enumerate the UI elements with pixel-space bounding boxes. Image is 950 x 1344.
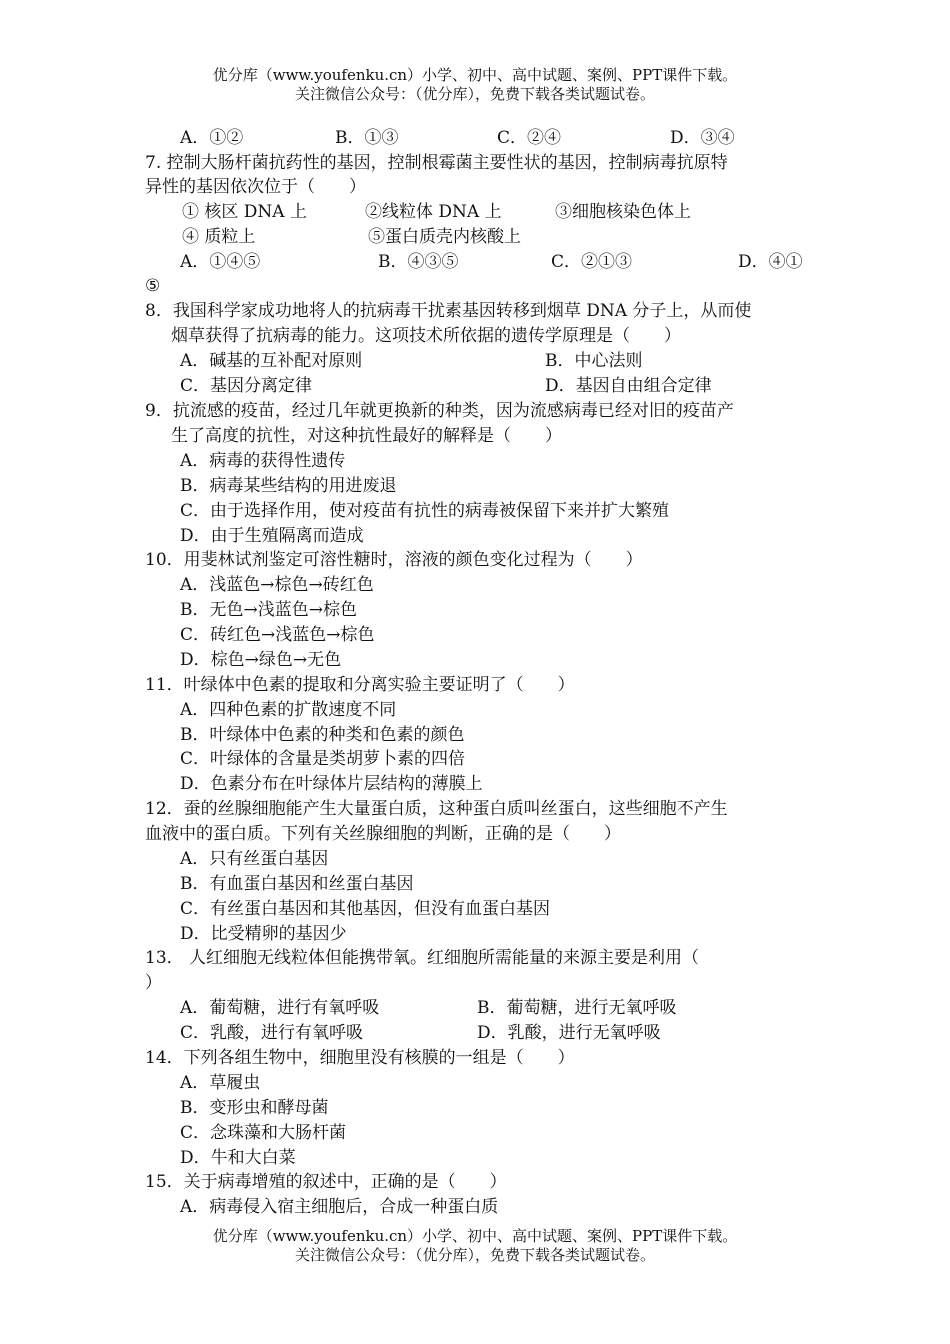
q13-option-b: B．葡萄糖，进行无氧呼吸 <box>477 998 677 1018</box>
q7-statement-2: ②线粒体 DNA 上 <box>365 202 502 222</box>
q8-option-a: A．碱基的互补配对原则 <box>180 351 363 371</box>
q7-statement-1: ① 核区 DNA 上 <box>182 202 307 222</box>
q13-stem-line-1: 13． 人红细胞无线粒体但能携带氧。红细胞所需能量的来源主要是利用（ <box>145 948 700 968</box>
q6-option-b: B．①③ <box>335 128 399 148</box>
q10-option-c: C．砖红色→浅蓝色→棕色 <box>180 625 375 645</box>
q10-stem: 10．用斐林试剂鉴定可溶性糖时，溶液的颜色变化过程为（ ） <box>145 550 643 570</box>
q15-option-a: A．病毒侵入宿主细胞后，合成一种蛋白质 <box>180 1197 499 1217</box>
q12-stem-line-1: 12．蚕的丝腺细胞能产生大量蛋白质，这种蛋白质叫丝蛋白，这些细胞不产生 <box>145 799 728 819</box>
q9-option-b: B．病毒某些结构的用进废退 <box>180 476 397 496</box>
q14-option-a: A．草履虫 <box>180 1073 261 1093</box>
header-line-1: 优分库（www.youfenku.cn）小学、初中、高中试题、案例、PPT课件下载。 <box>212 66 738 84</box>
q11-option-c: C．叶绿体的含量是类胡萝卜素的四倍 <box>180 749 466 769</box>
q10-option-a: A．浅蓝色→棕色→砖红色 <box>180 575 374 595</box>
q11-option-b: B．叶绿体中色素的种类和色素的颜色 <box>180 725 465 745</box>
q8-option-b: B．中心法则 <box>545 351 643 371</box>
q13-stem-line-2: ） <box>145 973 162 993</box>
q7-option-a: A．①④⑤ <box>180 252 261 272</box>
q11-stem: 11．叶绿体中色素的提取和分离实验主要证明了（ ） <box>145 675 575 695</box>
q9-stem-line-1: 9．抗流感的疫苗，经过几年就更换新的种类，因为流感病毒已经对旧的疫苗产 <box>145 401 734 421</box>
footer-line-2: 关注微信公众号：（优分库），免费下载各类试题试卷。 <box>294 1246 655 1264</box>
q10-option-d: D．棕色→绿色→无色 <box>180 650 342 670</box>
q14-option-c: C．念珠藻和大肠杆菌 <box>180 1123 347 1143</box>
page-header <box>0 66 950 104</box>
page-footer <box>0 1227 950 1265</box>
q7-option-d-wrap: ⑤ <box>145 276 161 296</box>
q8-option-d: D．基因自由组合定律 <box>545 376 712 396</box>
q12-option-b: B．有血蛋白基因和丝蛋白基因 <box>180 874 414 894</box>
q8-stem-line-2: 烟草获得了抗病毒的能力。这项技术所依据的遗传学原理是（ ） <box>171 326 681 346</box>
q14-option-d: D．牛和大白菜 <box>180 1148 296 1168</box>
q12-option-d: D．比受精卵的基因少 <box>180 924 347 944</box>
q13-option-a: A．葡萄糖，进行有氧呼吸 <box>180 998 380 1018</box>
q7-stem-line-1: 7. 控制大肠杆菌抗药性的基因，控制根霉菌主要性状的基因，控制病毒抗原特 <box>145 153 728 173</box>
q14-option-b: B．变形虫和酵母菌 <box>180 1098 329 1118</box>
q12-option-a: A．只有丝蛋白基因 <box>180 849 329 869</box>
q7-statement-4: ④ 质粒上 <box>182 227 256 247</box>
q11-option-d: D．色素分布在叶绿体片层结构的薄膜上 <box>180 774 483 794</box>
q9-option-d: D．由于生殖隔离而造成 <box>180 526 364 546</box>
q6-option-a: A．①② <box>180 128 244 148</box>
q8-option-c: C．基因分离定律 <box>180 376 313 396</box>
q7-statement-3: ③细胞核染色体上 <box>555 202 691 222</box>
q6-option-d: D．③④ <box>670 128 735 148</box>
q13-option-c: C．乳酸，进行有氧呼吸 <box>180 1023 364 1043</box>
q6-option-c: C．②④ <box>497 128 562 148</box>
q9-stem-line-2: 生了高度的抗性，对这种抗性最好的解释是（ ） <box>171 426 562 446</box>
q7-option-b: B．④③⑤ <box>378 252 459 272</box>
q7-statement-5: ⑤蛋白质壳内核酸上 <box>368 227 521 247</box>
header-line-2: 关注微信公众号：（优分库），免费下载各类试题试卷。 <box>294 85 655 103</box>
q9-option-a: A．病毒的获得性遗传 <box>180 451 346 471</box>
q12-option-c: C．有丝蛋白基因和其他基因，但没有血蛋白基因 <box>180 899 551 919</box>
q13-option-d: D．乳酸，进行无氧呼吸 <box>477 1023 661 1043</box>
q10-option-b: B．无色→浅蓝色→棕色 <box>180 600 357 620</box>
q7-option-d: D．④① <box>738 252 803 272</box>
q15-stem: 15．关于病毒增殖的叙述中，正确的是（ ） <box>145 1172 507 1192</box>
q11-option-a: A．四种色素的扩散速度不同 <box>180 700 397 720</box>
q14-stem: 14．下列各组生物中，细胞里没有核膜的一组是（ ） <box>145 1048 575 1068</box>
q12-stem-line-2: 血液中的蛋白质。下列有关丝腺细胞的判断，正确的是（ ） <box>145 824 621 844</box>
q7-option-c: C．②①③ <box>551 252 633 272</box>
q7-stem-line-2: 异性的基因依次位于（ ） <box>145 177 366 197</box>
q8-stem-line-1: 8．我国科学家成功地将人的抗病毒干扰素基因转移到烟草 DNA 分子上，从而使 <box>145 301 752 321</box>
q9-option-c: C．由于选择作用，使对疫苗有抗性的病毒被保留下来并扩大繁殖 <box>180 501 670 521</box>
footer-line-1: 优分库（www.youfenku.cn）小学、初中、高中试题、案例、PPT课件下载。 <box>212 1227 738 1245</box>
